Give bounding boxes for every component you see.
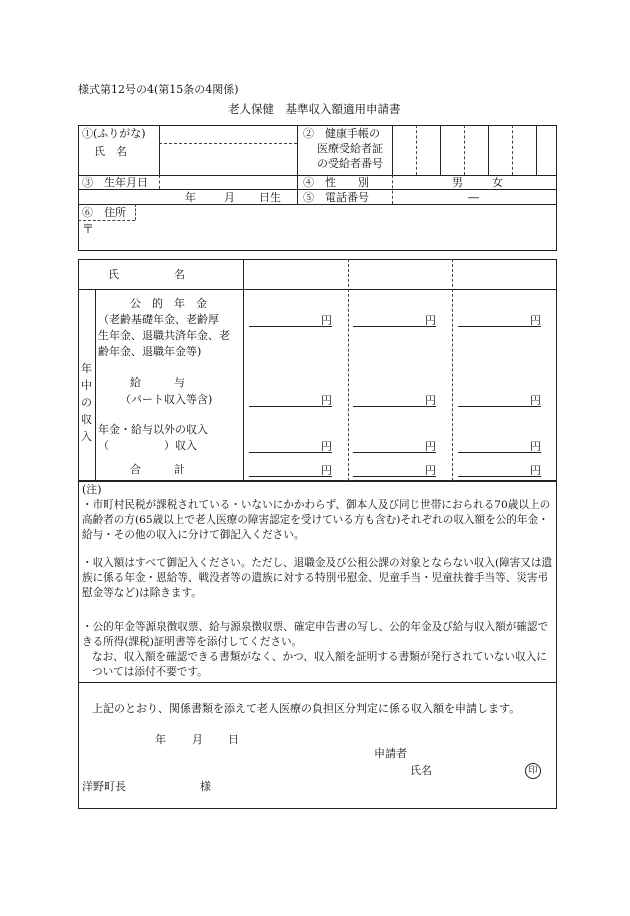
date-day: 日 bbox=[228, 733, 239, 746]
insurance-label-1: ② 健康手帳の bbox=[303, 127, 380, 140]
pension-label-3: 生年金、退職共済年金、老 bbox=[98, 329, 230, 342]
yen-unit: 円 bbox=[321, 440, 332, 453]
sex-label: ④ 性 別 bbox=[303, 176, 369, 189]
yen-unit: 円 bbox=[321, 394, 332, 407]
other-income-label-1: 年金・給与以外の収入 bbox=[98, 423, 208, 436]
birth-year: 年 bbox=[185, 191, 196, 204]
applicant-name-field[interactable] bbox=[436, 762, 524, 778]
furigana-label: ①(ふりがな) bbox=[82, 127, 146, 140]
total-label: 合 計 bbox=[130, 463, 185, 476]
honorific: 様 bbox=[200, 780, 211, 793]
insurance-label-3: の受給者番号 bbox=[317, 157, 383, 170]
address-label: ⑥ 住所 bbox=[82, 206, 126, 219]
sex-male-option[interactable]: 男 bbox=[452, 176, 463, 189]
applicant-name-label: 氏名 bbox=[410, 764, 432, 777]
phone-label: ⑤ 電話番号 bbox=[303, 191, 369, 204]
side-label-char: 収 bbox=[81, 413, 92, 426]
note-4: なお、収入額を確認できる書類がなく、かつ、収入額を証明する書類が発行されていない収入については添付不要です。 bbox=[92, 651, 547, 678]
insurance-label-2: 医療受給者証 bbox=[317, 142, 383, 155]
yen-unit: 円 bbox=[425, 440, 436, 453]
birth-month: 月 bbox=[224, 191, 235, 204]
sex-female-option[interactable]: 女 bbox=[492, 176, 503, 189]
declaration-statement: 上記のとおり、関係書類を添えて老人医療の負担区分判定に係る収入額を申請します。 bbox=[92, 702, 521, 715]
yen-unit: 円 bbox=[321, 464, 332, 477]
salary-amount-field[interactable] bbox=[353, 394, 436, 407]
salary-label-2: （パート収入等含) bbox=[120, 393, 213, 406]
side-label-char: の bbox=[81, 396, 92, 409]
phone-field[interactable] bbox=[393, 190, 556, 203]
phone-dash: ― bbox=[468, 191, 479, 204]
side-label-char: 入 bbox=[81, 430, 92, 443]
yen-unit: 円 bbox=[530, 464, 541, 477]
total-amount-field[interactable] bbox=[458, 464, 541, 477]
person-name-field-3[interactable] bbox=[454, 261, 554, 288]
salary-amount-field[interactable] bbox=[249, 394, 332, 407]
pension-label-1: 公 的 年 金 bbox=[130, 297, 207, 310]
pension-amount-field[interactable] bbox=[353, 314, 436, 327]
yen-unit: 円 bbox=[425, 314, 436, 327]
name-label: 氏 名 bbox=[94, 145, 127, 158]
yen-unit: 円 bbox=[530, 314, 541, 327]
birth-day: 日生 bbox=[259, 191, 281, 204]
yen-unit: 円 bbox=[425, 464, 436, 477]
applicant-label: 申請者 bbox=[374, 747, 407, 760]
notes-heading: (注) bbox=[82, 483, 102, 496]
birth-label: ③ 生年月日 bbox=[82, 176, 148, 189]
total-amount-field[interactable] bbox=[249, 464, 332, 477]
receiver-number-field[interactable] bbox=[393, 126, 556, 174]
salary-label-1: 給 与 bbox=[130, 376, 185, 389]
seal-mark: 印 bbox=[525, 763, 541, 779]
pension-label-4: 齢年金、退職年金等) bbox=[98, 345, 202, 358]
yen-unit: 円 bbox=[530, 394, 541, 407]
pension-label-2: （老齢基礎年金、老齢厚 bbox=[98, 313, 219, 326]
address-field[interactable] bbox=[96, 222, 554, 249]
note-3: ・公的年金等源泉徴収票、給与源泉徴収票、確定申告書の写し、公的年金及び給与収入額が確認できる所得(課税)証明書等を添付してください。 bbox=[82, 621, 549, 648]
total-amount-field[interactable] bbox=[353, 464, 436, 477]
yen-unit: 円 bbox=[530, 440, 541, 453]
pension-amount-field[interactable] bbox=[458, 314, 541, 327]
side-label-char: 年 bbox=[81, 362, 92, 375]
yen-unit: 円 bbox=[425, 394, 436, 407]
other-income-label-2: （ ）収入 bbox=[98, 439, 197, 452]
note-2: ・収入額はすべて御記入ください。ただし、退職金及び公租公課の対象とならない収入(障害又は遺族に係る年金・恩給等、戦没者等の遺族に対する特別弔慰金、児童手当・児童扶養手当等、災害弔慰金等など)は除きます。 bbox=[82, 557, 553, 599]
other-income-amount-field[interactable] bbox=[458, 440, 541, 453]
application-date-field[interactable] bbox=[120, 732, 242, 748]
side-label-char: 中 bbox=[81, 379, 92, 392]
yen-unit: 円 bbox=[321, 314, 332, 327]
form-title: 老人保健 基準収入額適用申請書 bbox=[228, 102, 401, 116]
pension-amount-field[interactable] bbox=[249, 314, 332, 327]
person-name-field-1[interactable] bbox=[245, 261, 346, 288]
income-name-header: 氏 名 bbox=[108, 268, 185, 281]
furigana-field[interactable] bbox=[161, 127, 295, 142]
name-field[interactable] bbox=[161, 145, 295, 173]
date-month: 月 bbox=[192, 733, 203, 746]
person-name-field-2[interactable] bbox=[350, 261, 450, 288]
other-income-amount-field[interactable] bbox=[353, 440, 436, 453]
salary-amount-field[interactable] bbox=[458, 394, 541, 407]
note-1: ・市町村民税が課税されている・いないにかかわらず、御本人及び同じ世帯におられる70歳以上の高齢者の方(65歳以上で老人医療の障害認定を受けている方も含む)それぞれの収入額を公的年金・給与・その他の収入に分けて御記入ください。 bbox=[82, 499, 551, 541]
postal-mark: 〒 bbox=[82, 222, 95, 236]
other-income-amount-field[interactable] bbox=[249, 440, 332, 453]
addressee: 洋野町長 bbox=[82, 780, 126, 793]
date-year: 年 bbox=[155, 733, 166, 746]
birth-date-field[interactable] bbox=[160, 176, 296, 203]
form-number: 様式第12号の4(第15条の4関係) bbox=[78, 83, 239, 96]
